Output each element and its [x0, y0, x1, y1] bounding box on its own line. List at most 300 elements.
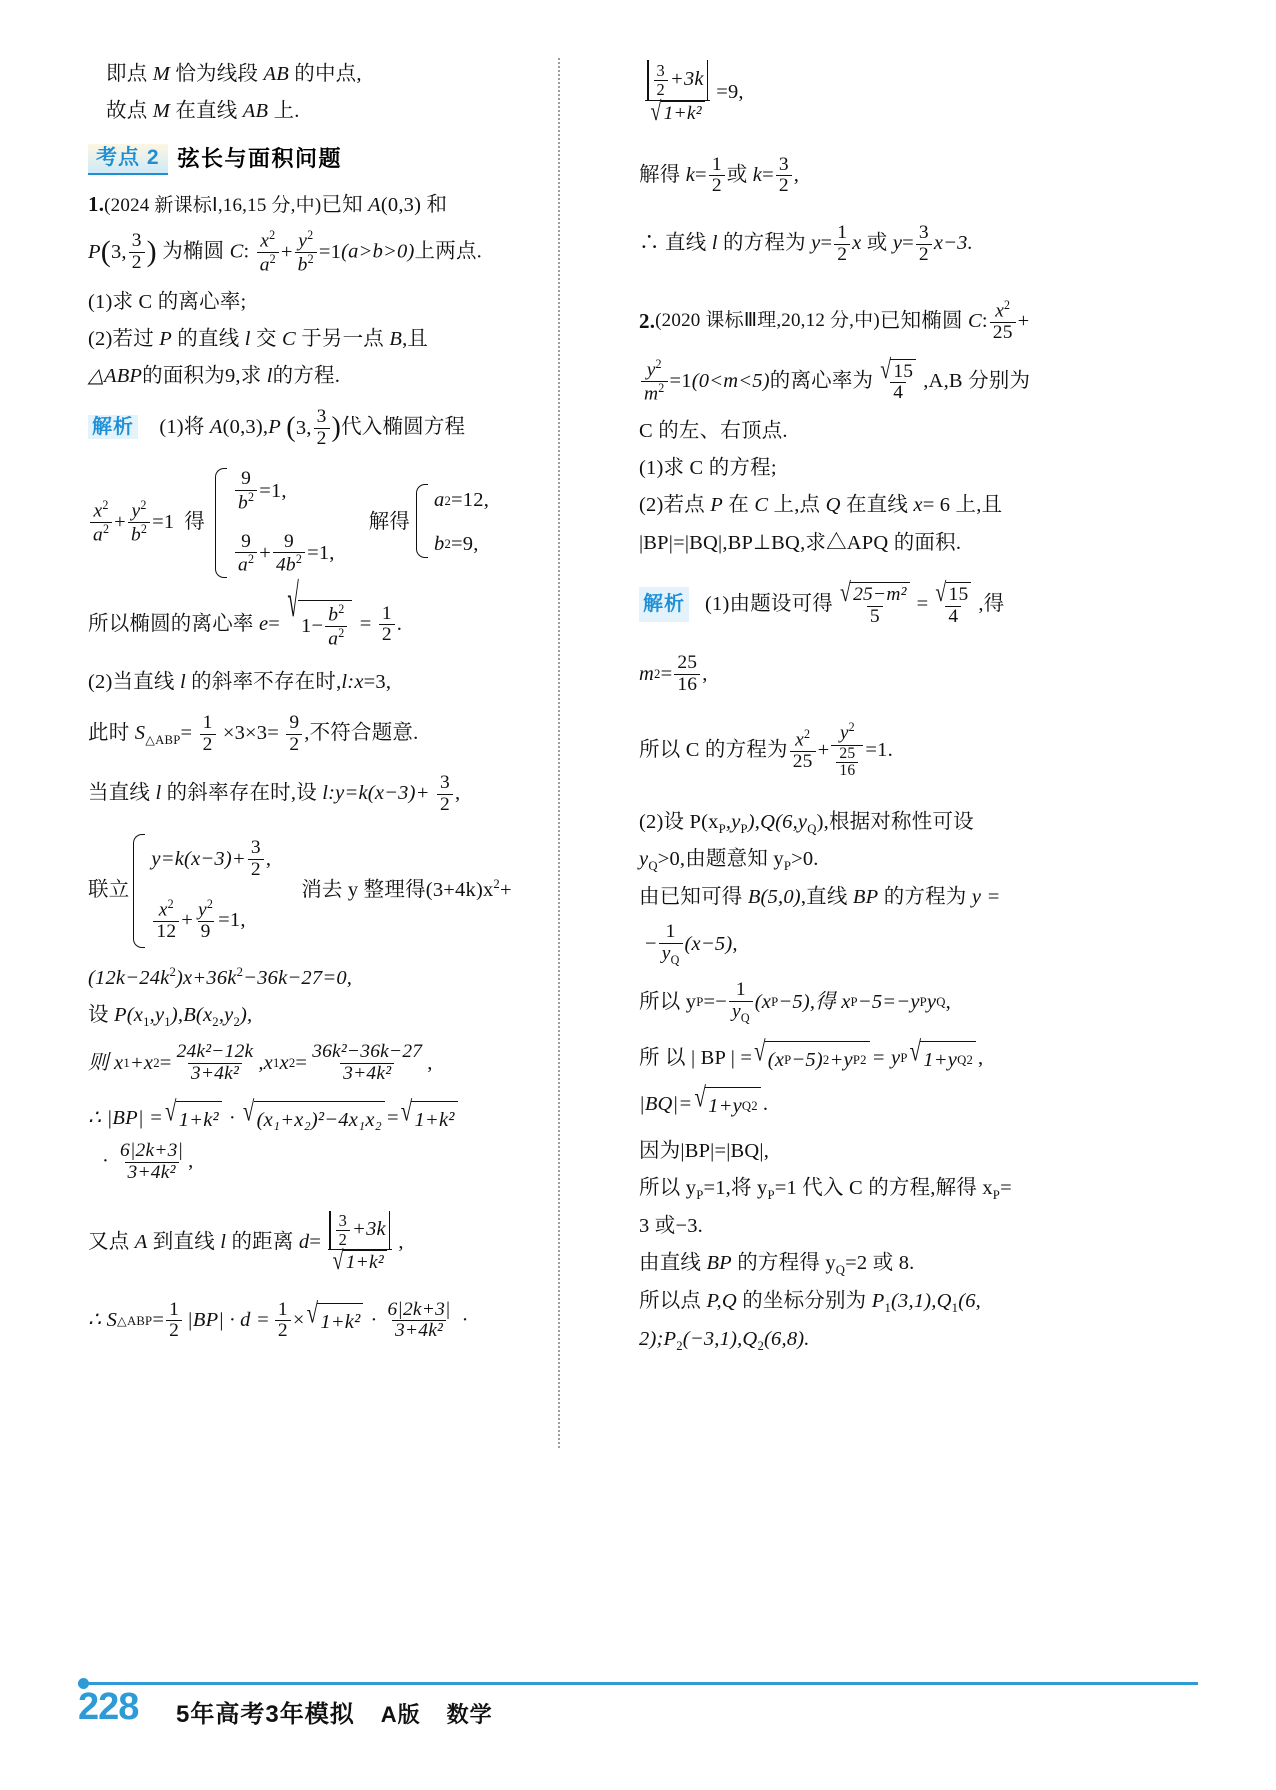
text: 即点 [106, 63, 148, 85]
bp-line-equation: − $\frac{1}{y_Q}$ (x−5), [645, 921, 738, 967]
var-S: S [134, 721, 146, 744]
text: =2 或 8. [845, 1252, 915, 1275]
text: 1− [301, 614, 324, 637]
text: 联立 [88, 879, 130, 901]
bq-length-expression: |BQ|= √ 1+y Q 2 . [639, 1087, 768, 1123]
fraction-1-2 [709, 155, 725, 197]
text: 所以点 [639, 1289, 702, 1312]
right-solve-k [639, 155, 1065, 197]
brace-rows [434, 484, 489, 560]
denominator: 5 [867, 606, 883, 628]
radicand: 1+y Q 2 [920, 1041, 976, 1077]
var-A: A [368, 194, 381, 217]
abs-content: $\frac{3}{2}$ +3k [334, 1212, 386, 1248]
result-a2: a 2 =12, [434, 489, 490, 512]
bp-fraction-group [102, 1141, 193, 1183]
text: 的面积为9,求 [142, 365, 262, 388]
fraction-x2-25 [790, 728, 816, 773]
numerator: $b^2$ [328, 601, 345, 626]
solution-2-line1 [639, 577, 1065, 627]
fraction-distance [323, 1211, 396, 1274]
text: = y [871, 1047, 901, 1070]
denominator: 2 [916, 244, 932, 266]
point-P-expr: P ( 3 , $\frac{3}{2}$ ) [88, 230, 157, 273]
fraction-3-2 [248, 838, 264, 880]
solve-k-expression: 解得 k = $\frac{1}{2}$ 或 k = $\frac{3}{2}$ , [639, 153, 800, 197]
numerator: 9 [289, 712, 300, 734]
var-P: P [88, 240, 101, 263]
radicand [298, 600, 352, 650]
radicand: 15 [890, 359, 916, 383]
text: =1. [865, 738, 893, 761]
text: 交 [255, 328, 277, 351]
text: 得 [184, 511, 206, 534]
text: 的斜率不存在时, [191, 670, 342, 693]
line-l-equations: ∴ 直线 l 的方程为 y = $\frac{1}{2}$ x 或 y = $\frac{3}{2}$ x−3. [639, 221, 973, 265]
area-expression: ∴ S △ABP = $\frac{1}{2}$ |BP| · d = $\frac{1}{2}$ × √ 1+k² · $\frac{6|2k+3|}{\text{3+4k²}}$ · [88, 1300, 469, 1342]
fraction-b2-a2 [325, 603, 347, 650]
var-C: C [282, 328, 296, 351]
numerator: 1 [381, 602, 392, 624]
solution-2-yQ-values: 由直线 BP 的方程得 $y_Q=2$ 或 8. [639, 1252, 915, 1278]
denominator: 3+4k² [340, 1063, 394, 1085]
numerator: $y^2$ [198, 897, 214, 921]
numerator: 6|2k+3| [387, 1298, 451, 1320]
text: . [396, 612, 403, 635]
numerator [875, 354, 921, 385]
solution-2-equal-condition: 因为|BP|=|BQ|, [639, 1140, 770, 1163]
yP-expression: 所以 y P =− $\frac{1}{y_Q}$ (x P −5),得 x P −5=−y P y Q , [639, 979, 951, 1025]
question-1-stem-line2 [88, 229, 540, 276]
distance-expression: 又点 A 到直线 l 的距离 d = $\frac{3}{2}$ +3k √ 1+k² , [88, 1211, 404, 1274]
text: ×3×3= [222, 721, 280, 744]
kaodian-tag: 考点 2 [88, 144, 168, 176]
solution-1-bp-length [88, 1094, 540, 1137]
denominator: 2 [709, 175, 725, 197]
sol2-ecc-equation [639, 577, 1005, 627]
text: (2)当直线 [88, 670, 175, 693]
radical-sign: √ [165, 1094, 177, 1127]
denominator: $a^2$ [90, 522, 112, 546]
radicand: 1+k² [411, 1101, 457, 1137]
text: 解得 [368, 511, 411, 534]
text: 2);P [639, 1327, 677, 1350]
column-divider [558, 58, 561, 1448]
var-e: e [258, 612, 269, 635]
var-B: B [389, 328, 403, 351]
numerator: $x^2$ [795, 727, 811, 751]
radical-1-k2-b [400, 1094, 458, 1137]
solution-1-part2-line2 [88, 713, 540, 755]
var-P: P [268, 416, 281, 439]
text: (0,3) [222, 416, 263, 439]
denominator: $y_Q$ [659, 943, 683, 967]
result-b2: b 2 =9, [434, 532, 479, 555]
numerator: $x^2$ [995, 298, 1011, 322]
text: = [387, 1107, 399, 1130]
fraction-1-2 [200, 713, 216, 755]
numerator: 1 [837, 221, 848, 243]
radical-sign: √ [242, 1094, 255, 1127]
fraction-9-a2 [235, 532, 257, 577]
numerator: 9 [241, 530, 252, 552]
question-number: 1. [88, 192, 105, 217]
numerator: 1 [169, 1298, 180, 1320]
numerator: $y^2$ [646, 356, 662, 381]
text: 上两点. [414, 239, 482, 262]
numerator: 24k²−12k [176, 1041, 254, 1063]
text: ∴ |BP| = [88, 1107, 164, 1130]
numerator: 3 [338, 1211, 348, 1231]
text: ,直线 [800, 885, 848, 908]
solution-1-part2-line3 [88, 773, 540, 815]
text: 已知 [321, 194, 363, 217]
text: =1 [152, 511, 175, 534]
text: 所以 y [639, 1177, 697, 1200]
numerator: $y^2$ [131, 498, 147, 522]
var-AB: AB [263, 63, 289, 85]
jiexi-label: 解析 [639, 587, 689, 621]
question-2-part-1: (1)求 C 的方程; [639, 457, 777, 480]
text: =1 [669, 369, 692, 392]
text: 恰为线段 [175, 63, 259, 85]
radical-1-k2 [332, 1246, 387, 1276]
text: 或 [726, 164, 748, 187]
fraction-3-2 [776, 155, 792, 197]
text: 则 x [88, 1052, 124, 1074]
numerator [641, 60, 714, 100]
radical-sign: √ [400, 1094, 413, 1127]
text: (2)若点 [639, 494, 705, 517]
paren-group: ) [331, 412, 342, 444]
text: (1)由题设可得 [705, 592, 834, 615]
fraction-25-16 [674, 653, 700, 695]
absolute-value [644, 60, 711, 100]
text: 此时 [88, 721, 130, 744]
radical-sign: √ [650, 96, 662, 127]
numerator: 25 [839, 744, 856, 762]
text: 的方程为 [883, 885, 967, 908]
numerator: 3 [131, 230, 142, 252]
text: (1)将 [159, 416, 205, 439]
text: + [817, 738, 830, 761]
ellipse-C-equation [639, 721, 893, 779]
text: · [370, 1309, 378, 1332]
fraction-6-2k3 [117, 1141, 186, 1183]
text: 3 [295, 416, 307, 439]
denominator: 2 [776, 175, 792, 197]
text: 在直线 [845, 494, 909, 517]
text: − [645, 932, 657, 955]
paren-group: ) [146, 235, 157, 269]
radical-sign: √ [306, 1296, 319, 1329]
solution-2-equation-C [639, 721, 1065, 779]
fraction-3-2 [654, 62, 668, 98]
solution-1-system-block [88, 468, 540, 578]
numerator: $y^2$ [839, 720, 855, 744]
text: |BQ|= [639, 1093, 693, 1116]
denominator: 2 [336, 1230, 350, 1248]
text: 由已知可得 [639, 885, 743, 908]
text: >0,由题意知 y [657, 848, 784, 871]
numerator: 1 [735, 979, 746, 1001]
radical-sign: √ [909, 1034, 922, 1067]
denominator [831, 745, 863, 780]
text: 的直线 [177, 328, 240, 351]
vieta-expression: 则 x 1 +x 2 = $\frac{\text{24k²−12k}}{\text{3+4k²}}$ ,x 1 x 2 = $\frac{\text{36k²−36k−27}}{\text{3+4k²}}$ , [88, 1041, 433, 1085]
text: 上. [273, 100, 300, 123]
text: , [702, 662, 708, 685]
fraction-1-2 [166, 1300, 182, 1342]
fraction-x2-a2 [90, 499, 112, 546]
numerator: 3 [250, 837, 261, 859]
radicand: 1+k² [343, 1250, 387, 1274]
text: , [793, 164, 800, 187]
text: , [265, 847, 272, 870]
denominator: $a^2$ [325, 626, 347, 650]
system-eq-2: $\frac{9}{a^2}$ + $\frac{9}{4b^2}$ =1, [233, 532, 335, 577]
text: 所以 y [639, 990, 697, 1013]
fraction-prod-roots [309, 1042, 425, 1084]
numerator: 1 [665, 921, 676, 943]
numerator: 36k²−36k−27 [312, 1041, 423, 1063]
distance-equals-9 [639, 60, 744, 125]
solution-2-yq-positive: $y_Q>0$,由题意知 $y_P>0$. [639, 848, 819, 874]
text: ,得 [978, 592, 1005, 615]
text: + [1017, 309, 1030, 332]
carryover-line-2 [88, 95, 540, 128]
brace-rows [151, 834, 271, 948]
footer-book-title: 5年高考3年模拟 [176, 1701, 355, 1728]
solution-1-bp-frac [88, 1141, 540, 1183]
var-A: A [209, 416, 223, 439]
denominator: 12 [153, 921, 179, 943]
text: (2)若过 [88, 328, 154, 351]
numerator: 3 [778, 153, 789, 175]
text: 的坐标分别为 [742, 1289, 867, 1312]
text: 所 以 | BP | = [639, 1047, 753, 1070]
solution-1-vieta [88, 1042, 540, 1084]
text: −36k−27=0, [243, 966, 353, 989]
radical-bp [754, 1034, 870, 1077]
text: 3 [110, 240, 122, 263]
denominator: 3+4k² [188, 1063, 242, 1085]
text: 在直线 [175, 100, 238, 123]
line-eq: l:x [341, 670, 364, 693]
denominator: 2 [248, 859, 264, 881]
range-condition: (0<m<5) [691, 369, 770, 392]
jiexi-label: 解析 [88, 415, 138, 439]
solution-1-lianli-block [88, 834, 540, 948]
abs-bar [329, 1211, 331, 1249]
text: 或 [866, 232, 888, 255]
text: 的方程为 [723, 232, 806, 255]
var-M: M [152, 63, 171, 85]
radical-sign: √ [935, 577, 947, 608]
numerator: 3 [440, 772, 450, 794]
text: =1,将 y [703, 1177, 768, 1200]
radical-sign: √ [694, 1080, 707, 1113]
fraction-y2-b2 [295, 229, 317, 276]
text: · [102, 1150, 110, 1173]
denominator: 2 [166, 1320, 182, 1342]
text: >0. [791, 848, 819, 871]
numerator: 9 [284, 530, 294, 552]
question-2-stem-line1 [639, 299, 1065, 344]
abs-bar [389, 1211, 391, 1249]
numerator: 9 [241, 467, 252, 489]
text: 解得 [639, 164, 681, 187]
system-eq-1 [233, 469, 335, 514]
condition: (a>b>0) [341, 239, 415, 262]
brace-shape [215, 468, 227, 578]
radicand: (x₁+x₂)²−4x₁x₂ [254, 1101, 385, 1137]
text: = [180, 721, 193, 744]
var-AB: AB [242, 100, 269, 123]
two-column-body [88, 58, 1188, 1468]
text: = 6 上,且 [922, 494, 1003, 517]
denominator: 2 [275, 1320, 291, 1342]
footer-edition: A版 [380, 1702, 421, 1727]
lianli-eq-2: $\frac{x^2}{12}$ + $\frac{y^2}{9}$ =1, [151, 898, 271, 943]
denominator: 25 [990, 322, 1016, 344]
text: =1 [318, 240, 342, 263]
denominator: $b^2$ [295, 252, 317, 276]
denominator: 2 [654, 80, 668, 98]
solution-1-part2-line1 [88, 666, 540, 699]
text: · [228, 1107, 236, 1130]
text: 的方程得 y [737, 1252, 836, 1275]
brace-shape [416, 484, 428, 558]
denominator: $a^2$ [257, 252, 279, 276]
text: 由直线 [639, 1252, 702, 1275]
var-l: l [179, 670, 186, 693]
numerator: $y^2$ [298, 227, 314, 252]
solution-2-yP-formula [639, 980, 1065, 1024]
m-squared-value: m 2 = $\frac{25}{16}$ , [639, 652, 708, 695]
question-source: (2020 课标Ⅲ理,20,12 分,中) [655, 310, 880, 332]
denominator: 2 [379, 624, 395, 646]
denominator: 2 [286, 734, 302, 756]
fraction-distance [641, 60, 714, 125]
denominator: 4 [890, 382, 906, 404]
text: , [262, 416, 269, 439]
numerator: 1 [202, 712, 213, 734]
denominator: $m^2$ [641, 381, 668, 405]
text: =1, [218, 909, 246, 932]
fraction-3-2 [129, 231, 145, 273]
text: ,不符合题意. [304, 721, 419, 744]
text: =9, [716, 80, 744, 103]
text: )x [475, 879, 494, 901]
text: = [916, 592, 929, 615]
text: ,A,B 分别为 [923, 369, 1031, 392]
text: , [454, 782, 461, 805]
fraction-3-2 [916, 223, 932, 265]
denominator: 16 [674, 674, 700, 696]
solution-2-m2 [639, 653, 1065, 695]
text: = [359, 612, 372, 635]
point-P-expr-2: ( 3 , $\frac{3}{2}$ ) [286, 406, 342, 450]
text: 的中点, [294, 63, 362, 85]
denominator: 2 [200, 734, 216, 756]
radicand: 15 [946, 582, 972, 606]
radical-sign: √ [754, 1034, 766, 1067]
text: =1, [259, 479, 287, 502]
question-2-stem-line2 [639, 354, 1065, 405]
text: 为椭圆 [162, 239, 225, 262]
fraction-y2-m2 [641, 358, 668, 405]
text: y=k(x−3)+ [151, 847, 246, 870]
text: ∴ 直线 [639, 232, 707, 255]
carryover-line-1 [88, 58, 540, 91]
solution-2-xP-values: 3 或−3. [639, 1214, 704, 1237]
numerator: 6|2k+3| [120, 1139, 184, 1161]
text: ,且 [402, 328, 429, 351]
solution-1-set-points [88, 999, 540, 1033]
text: 所以 C 的方程为 [639, 738, 788, 761]
denominator: 25 [790, 751, 816, 773]
text: ),根据对称性可设 [816, 810, 974, 833]
text: 所以椭圆的离心率 [88, 612, 254, 635]
denominator: 9 [198, 921, 214, 943]
numerator [323, 1211, 396, 1249]
solution-1-area [88, 1296, 540, 1342]
text: , [188, 1150, 194, 1173]
lianli-eq-1 [151, 838, 271, 880]
radical-25-m2 [840, 577, 910, 608]
paren-group: ( [286, 412, 296, 444]
brace-rows [233, 468, 335, 578]
text: : [243, 239, 250, 262]
denominator [328, 1246, 392, 1276]
triangle-ABP: △ABP [88, 365, 143, 388]
radicand: 1+y Q 2 [705, 1087, 761, 1123]
question-2-part-2a: (2)若点 P 在 C 上,点 Q 在直线 x= 6 上,且 [639, 494, 1003, 517]
fraction-1-2-b [275, 1300, 291, 1342]
solution-2-set-PQ: (2)设 $P(x_P,y_P),Q(6,y_Q)$,根据对称性可设 [639, 810, 974, 836]
q2-ellipse-and-ecc [639, 354, 1031, 405]
radical-1-k2 [165, 1094, 222, 1137]
radical-discriminant [242, 1094, 385, 1137]
fraction-1-yQ [729, 980, 753, 1024]
fraction-y2-9 [195, 898, 216, 943]
solution-1-quadratic: $(12k-24k^2)x+36k^2-36k-27=0$, [88, 964, 353, 989]
radicand: 1+k² [661, 101, 705, 125]
solution-2-BP-formula [639, 922, 1065, 966]
fraction-9-2 [286, 713, 302, 755]
solution-2-yP-equals-1: 所以 $y_P=1$,将 $y_P=1$ 代入 C 的方程,解得 $x_P=$ [639, 1177, 1012, 1203]
text: 的距离 [231, 1230, 294, 1253]
radicand: (x P −5) 2 +y P 2 [765, 1041, 870, 1077]
var-l: l [244, 328, 251, 351]
fraction-x2-a2 [257, 229, 279, 276]
denominator: 3+4k² [392, 1320, 446, 1342]
text: 当直线 [88, 782, 151, 805]
fraction-3-2 [437, 773, 453, 815]
text: 和 [426, 194, 448, 217]
solution-1-distance [88, 1211, 540, 1274]
denominator: 2 [834, 244, 850, 266]
footer-text [176, 1694, 493, 1729]
text: · [461, 1309, 469, 1332]
text: 已知椭圆 [879, 309, 963, 332]
brace-shape [133, 834, 145, 948]
solution-2-BQ-length [639, 1080, 1065, 1123]
radical-sign: √ [332, 1246, 344, 1276]
bp-expression [88, 1094, 460, 1137]
solution-1-eccentricity [88, 572, 540, 650]
